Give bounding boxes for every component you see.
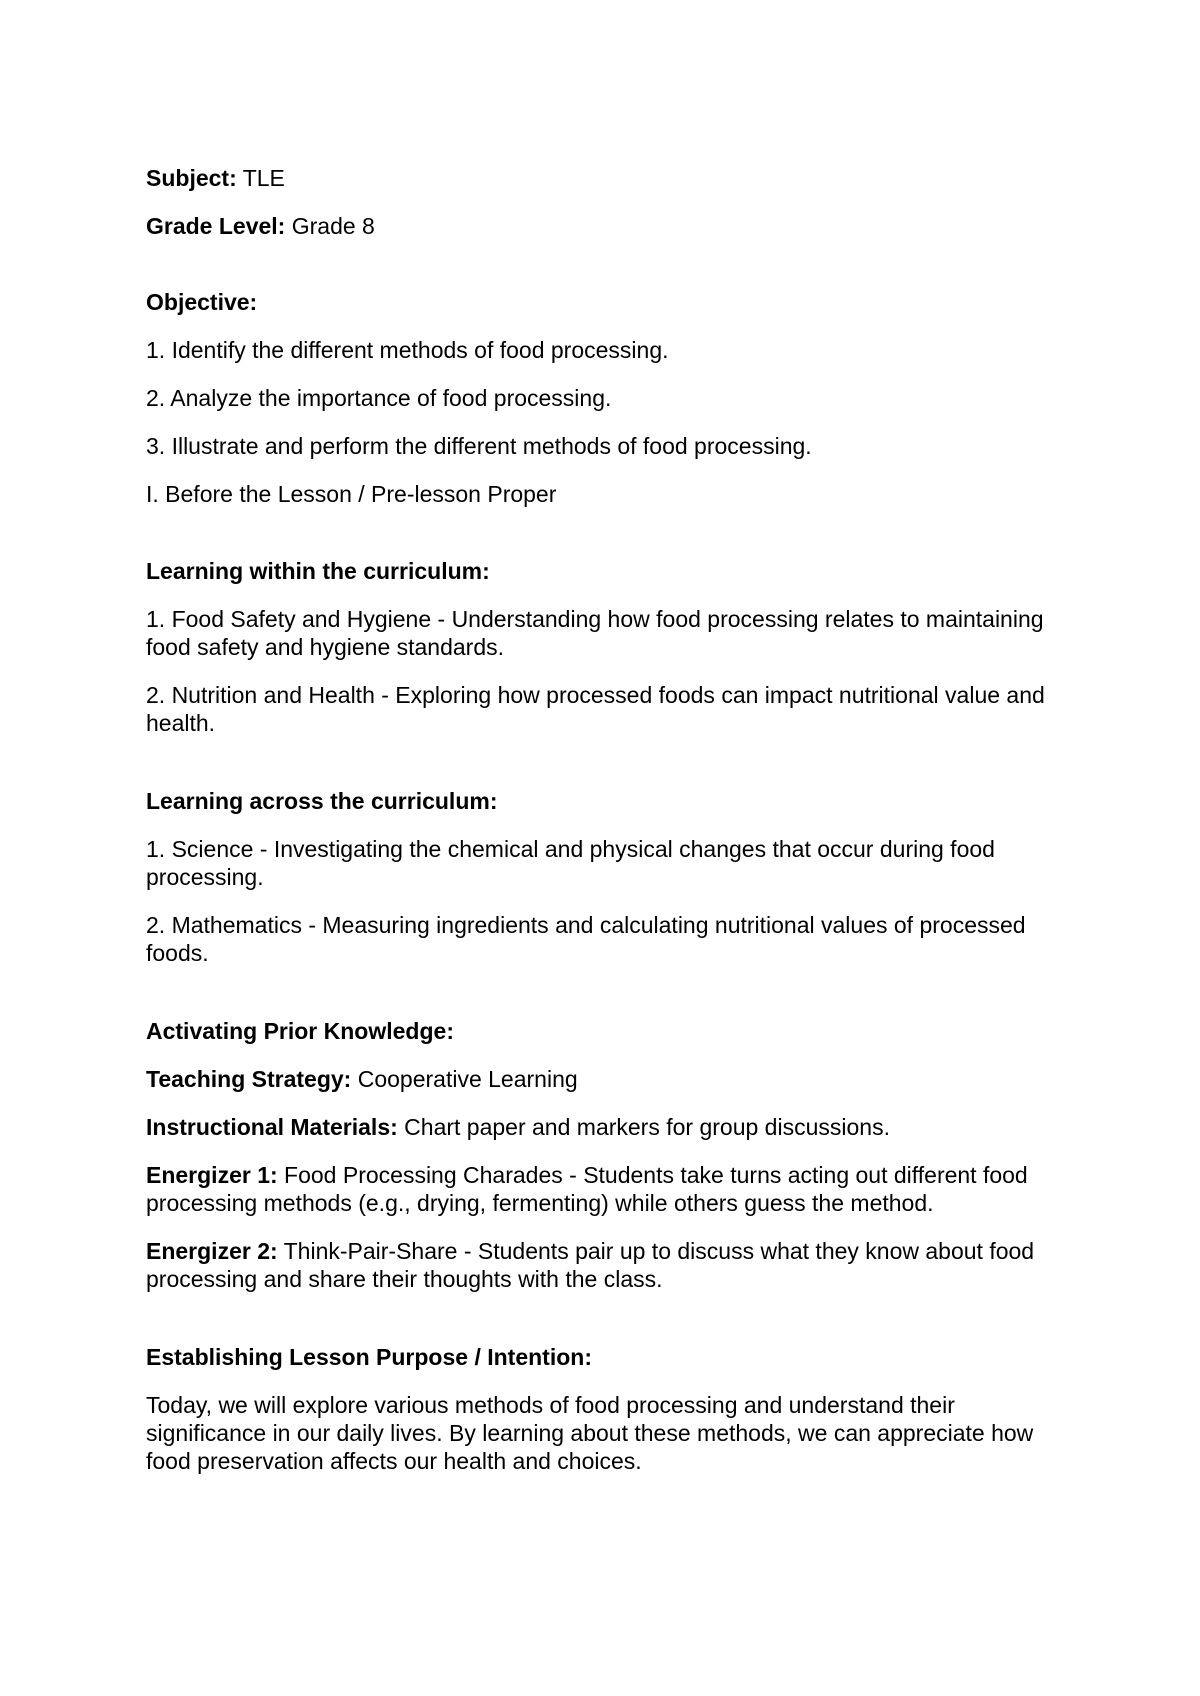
subject-label: Subject:	[146, 165, 237, 191]
materials-value: Chart paper and markers for group discussions.	[397, 1114, 890, 1140]
objective-heading: Objective:	[146, 289, 258, 315]
energizer-1-line	[146, 1161, 1056, 1217]
objective-item-2: 2. Analyze the importance of food processing.	[146, 385, 612, 411]
energizer-2-label: Energizer 2:	[146, 1238, 278, 1264]
learning-across-item-2: 2. Mathematics - Measuring ingredients and calculating nutritional values of processed foods.	[146, 912, 1026, 966]
energizer-2-value: Think-Pair-Share - Students pair up to discuss what they know about food processing and share their thoughts with the class.	[146, 1238, 1035, 1292]
teaching-strategy-line	[146, 1065, 1056, 1093]
activating-heading: Activating Prior Knowledge:	[146, 1018, 454, 1044]
learning-across-item-1: 1. Science - Investigating the chemical and physical changes that occur during food processing.	[146, 836, 995, 890]
grade-level-label: Grade Level:	[146, 213, 286, 239]
materials-label: Instructional Materials:	[146, 1114, 398, 1140]
subject-value: TLE	[236, 165, 285, 191]
energizer-1-value: Food Processing Charades - Students take turns acting out different food processing methods (e.g., drying, fermenting) while others guess the method.	[146, 1162, 1028, 1216]
energizer-2-line	[146, 1237, 1056, 1293]
purpose-text: Today, we will explore various methods of food processing and understand their significance in our daily lives. By learning about these methods, we can appreciate how food preservation affects our health and choices.	[146, 1392, 1034, 1474]
before-lesson-line: I. Before the Lesson / Pre-lesson Proper	[146, 481, 557, 507]
learning-within-item-1: 1. Food Safety and Hygiene - Understanding how food processing relates to maintaining food safety and hygiene standards.	[146, 606, 1044, 660]
purpose-heading: Establishing Lesson Purpose / Intention:	[146, 1344, 592, 1370]
objective-item-1: 1. Identify the different methods of food processing.	[146, 337, 669, 363]
grade-level-line	[146, 212, 1056, 240]
learning-across-heading: Learning across the curriculum:	[146, 788, 498, 814]
teaching-strategy-label: Teaching Strategy:	[146, 1066, 352, 1092]
lesson-plan-content	[146, 164, 1056, 1475]
learning-within-heading: Learning within the curriculum:	[146, 558, 490, 584]
learning-within-item-2: 2. Nutrition and Health - Exploring how processed foods can impact nutritional value and health.	[146, 682, 1045, 736]
subject-line	[146, 164, 1056, 192]
grade-level-value: Grade 8	[285, 213, 375, 239]
energizer-1-label: Energizer 1:	[146, 1162, 278, 1188]
teaching-strategy-value: Cooperative Learning	[351, 1066, 578, 1092]
materials-line	[146, 1113, 1056, 1141]
objective-item-3: 3. Illustrate and perform the different methods of food processing.	[146, 433, 812, 459]
